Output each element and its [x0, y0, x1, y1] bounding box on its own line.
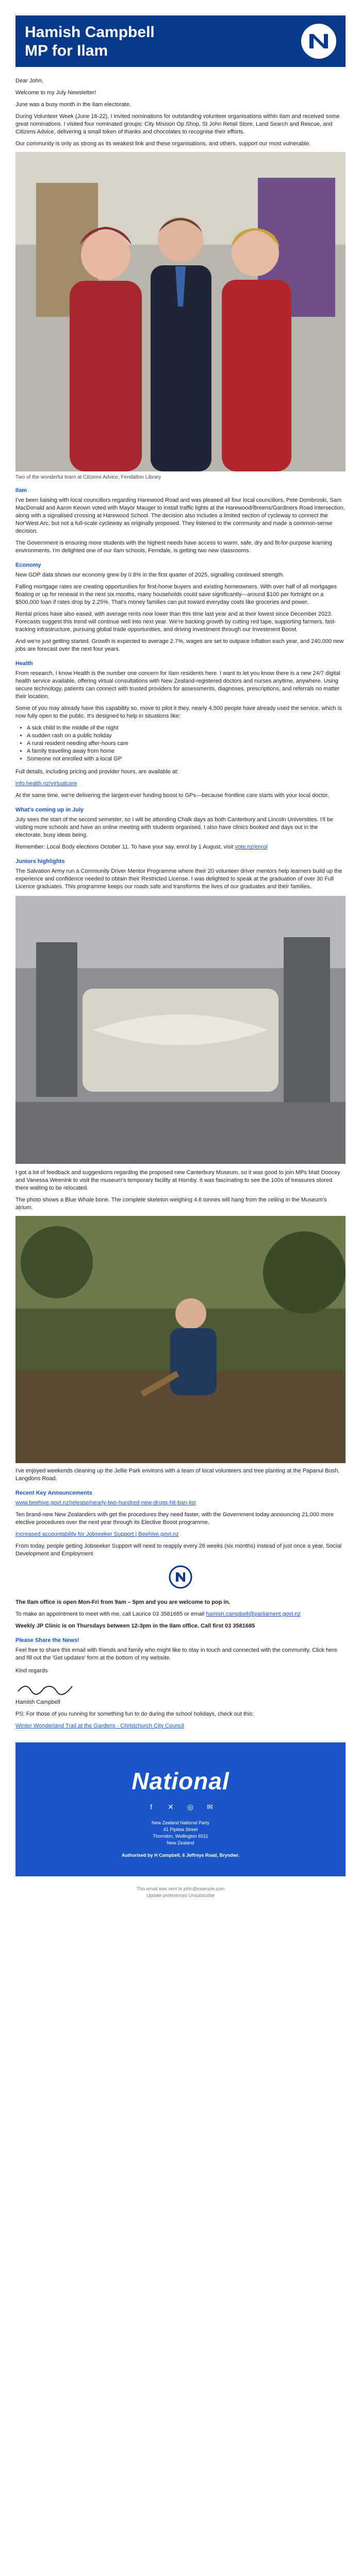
health-bullet-list: [27, 724, 346, 763]
coming-paragraph-2: Remember: Local Body elections October 11. To have your say, enrol by 1 August, visit: [15, 844, 234, 850]
bottom-note-line[interactable]: Update preferences Unsubscribe: [146, 1893, 215, 1898]
photo1-caption: Two of the wonderful team at Citizens Advice, Fendalton Library: [15, 474, 161, 480]
office-hours: The Ilam office is open Mon-Fri from 9am – 5pm and you are welcome to pop in.: [15, 1599, 231, 1605]
list-item: • A sick child in the middle of the night: [27, 724, 346, 732]
footer-address: [15, 1820, 346, 1846]
health-link[interactable]: info.health.nz/virtualcare: [15, 781, 77, 787]
facebook-icon[interactable]: f: [150, 1803, 153, 1811]
list-item: • Someone not enrolled with a local GP: [27, 755, 346, 763]
section-title-ilam: Ilam: [15, 487, 27, 494]
social-icons: [15, 1801, 346, 1812]
feedback-paragraph-2: The photo shows a Blue Whale bone. The complete skeleton weighing 4.6 tonnes will hang from the ceiling in the Museum's atrium.: [15, 1197, 327, 1211]
signature-icon: [15, 1679, 346, 1697]
welcome-line: Welcome to my July Newsletter!: [15, 90, 96, 96]
announcement-paragraph-2: From today, people getting Jobseeker Support will need to reapply every 26 weeks (six months) instead of just once a year, Social Development and Employment: [15, 1543, 342, 1557]
juniors-paragraph-1: The Salvation Army run a Community Driver Mentor Programme where their 20 volunteer driver mentors help learners build up the experience and confidence needed to obtain their Restricted License. I was delighted to speak at the graduation of over 30 Full Licence graduates. This programme keeps our roads safe and transforms the lives of our graduates and their families.: [15, 868, 342, 890]
enrol-link[interactable]: vote.nz/enrol: [235, 844, 268, 850]
announcement-link-1[interactable]: www.beehive.govt.nz/release/nearly-two-hundred-new-drugs-hit-ban-list: [15, 1500, 196, 1506]
volunteer-paragraph: I've enjoyed weekends cleaning up the Jellie Park environs with a team of local volunteers and tree planting at the Papanui Bush, Langdons Road.: [15, 1468, 340, 1482]
address-line: New Zealand: [167, 1840, 194, 1845]
address-line: Thorndon, Wellington 6011: [153, 1834, 208, 1839]
jp-clinic: Weekly JP Clinic is on Thursdays between 12-3pm in the Ilam office. Call first 03 3581685: [15, 1623, 255, 1629]
photo-citizens-advice: [15, 152, 346, 471]
feedback-paragraph-1: I got a lot of feedback and suggestions regarding the proposed new Canterbury Museum, so it was good to join MPs Matt Doocey and Vanessa Weenink to visit the museum's temporary facility at Hornby. It was fascinating to see the 100s of treasures stored there waiting to be relocated.: [15, 1170, 340, 1191]
photo-tree-planting: [15, 1216, 346, 1463]
health-paragraph-1: From research, I know Health is the number one concern for Ilam residents here. I want to let you know there is a new 24/7 digital health service available, offering virtual consultations with New Zealand-registered doctors and nurses anytime, anywhere. Using secure technology, patients can connect with trusted providers for assessments, diagnoses, prescriptions, and referrals no matter their location.: [15, 670, 340, 700]
ilam-paragraph-1: I've been liaising with local councillors regarding Harewood Road and was pleased all four local councillors, Pete Dombroski, Sam MacDonald and Aaron Keown voted with Mayor Mauger to install traffic lights at the Harewood/Breens/Gardiners Road intersection, along with a signalised crossing at Harewood School. The decision also includes a limited section of cycleway to connect the Nor'West Arc, but not a full-scale cycleway as originally proposed. They listened to the community and made a common-sense decision.: [15, 497, 345, 534]
section-title-share: Please Share the News!: [15, 1637, 79, 1643]
section-title-announcements: Recent Key Announcements: [15, 1490, 92, 1496]
footer: [15, 1742, 346, 1876]
coming-paragraph-1: July sees the start of the second semester, so I will be attending Chalk days as both Canterbury and Lincoln Universities. I'll be visiting more schools and have an online meeting with students organised. I also have clinics booked and days out in the electorate, busy ideas being.: [15, 817, 333, 838]
section-title-juniors: Juniors highlights: [15, 858, 65, 865]
signature-name: Hamish Campbell: [15, 1699, 60, 1705]
list-item: • A sudden rash on a public holiday: [27, 732, 346, 740]
office-email-link[interactable]: hamish.campbell@parliament.govt.nz: [206, 1611, 301, 1617]
signoff: Kind regards: [15, 1668, 48, 1674]
footer-authorised: Authorised by H Campbell, 6 Jeffreys Road, Bryndwr.: [121, 1853, 240, 1858]
intro-paragraph-3: Our community is only as strong as its weakest link and these organisations, and others, support our most vulnerable.: [15, 141, 311, 147]
national-n-logo-icon: [15, 1565, 346, 1591]
address-line: 41 Pipitea Street: [163, 1827, 198, 1832]
content-column: [15, 67, 346, 1730]
announcement-link-2[interactable]: Increased accountability for Jobseeker Support | Beehive.govt.nz: [15, 1531, 179, 1537]
bottom-note-line: This email was sent to john@example.com: [136, 1886, 225, 1891]
national-logo-icon: [298, 21, 339, 62]
intro-paragraph-2: During Volunteer Week (June 16-22), I invited nominations for outstanding volunteer organisations within Ilam and received some great nominations. I visited four nominated groups: City Mission Op Shop, St John Retail Store, Land Search and Rescue, and Citizens Advice, delivering a small token of thanks and chocolates to recognise their efforts.: [15, 113, 340, 135]
economy-paragraph-4: And we're just getting started. Growth is expected to average 2.7%, wages are set to outpace inflation each year, and 240,000 new jobs are forecast over the next four years.: [15, 638, 344, 652]
economy-paragraph-2: Falling mortgage rates are creating opportunities for first-home buyers and existing homeowners. With over half of all mortgages floating or up for renewal in the next six months, many households could save significantly—around $100 per fortnight on a $500,000 loan if rates drop by 2.25%. That's money families can put toward everyday costs like groceries and power.: [15, 584, 337, 605]
section-title-economy: Economy: [15, 562, 41, 568]
section-title-coming-up: What's coming up in July: [15, 807, 84, 813]
header-banner: [15, 15, 346, 67]
email-icon[interactable]: ✉: [206, 1803, 213, 1811]
office-appointment: To make an appointment to meet with me, call Laurice 03 3581685 or email: [15, 1611, 205, 1617]
x-icon[interactable]: ✕: [168, 1803, 174, 1811]
bottom-note: [0, 1886, 361, 1899]
health-paragraph-3: Full details, including pricing and provider hours, are available at:: [15, 769, 179, 775]
ilam-paragraph-2: The Government is ensuring more students with the highest needs have access to warm, safe, dry and fit-for-purpose learning environments. I'm delighted one of our Ilam schools, Ferndale, is getting two new classrooms.: [15, 540, 332, 554]
list-item: • A family travelling away from home: [27, 748, 346, 755]
health-paragraph-4: At the same time, we're delivering the largest-ever funding boost to GPs—because frontline care starts with your local doctor.: [15, 792, 330, 799]
economy-paragraph-1: New GDP data shows our economy grew by 0.8% in the first quarter of 2025, signalling continued strength.: [15, 572, 284, 578]
health-paragraph-2: Some of you may already have this capability so, move to pilot it they, nearly 4,500 people have already used the service, which is now fully open to the public. It's designed to help in situations like:: [15, 705, 342, 719]
instagram-icon[interactable]: ◎: [187, 1803, 194, 1811]
greeting: Dear John,: [15, 78, 43, 84]
ps-link[interactable]: Winter Wonderland Trail at the Gardens - Christchurch City Council: [15, 1723, 184, 1729]
address-line: New Zealand National Party: [151, 1820, 210, 1825]
announcement-paragraph-1: Ten brand-new New Zealanders with get the procedures they need faster, with the Government today announcing 21,000 more elective procedures over the next year through its Elective Boost programme.: [15, 1512, 334, 1526]
header-title: Hamish Campbell: [25, 24, 155, 41]
intro-paragraph-1: June was a busy month in the Ilam electorate.: [15, 101, 131, 108]
photo-museum-storage: [15, 896, 346, 1164]
economy-paragraph-3: Rental prices have also eased, with average rents now lower than this time last year and at their lowest since December 2023. Forecasts suggest this trend will continue well into next year. We're backing growth by cutting red tape, supporting farmers, fast-tracking infrastructure, pursuing global trade opportunities, and driving investment through our Investment Boost.: [15, 611, 336, 633]
section-title-health: Health: [15, 660, 33, 667]
list-item: • A rural resident needing after-hours care: [27, 740, 346, 748]
ps-paragraph: PS: For those of you running for something fun to do during the school holidays, check out this:: [15, 1711, 254, 1717]
share-paragraph: Feel free to share this email with friends and family who might like to stay in touch and connected with the community. Click here and fill out the 'Get updates' form at the bottom of my website.: [15, 1647, 338, 1661]
header-subtitle: MP for Ilam: [25, 42, 108, 59]
footer-brand: National: [132, 1768, 229, 1794]
